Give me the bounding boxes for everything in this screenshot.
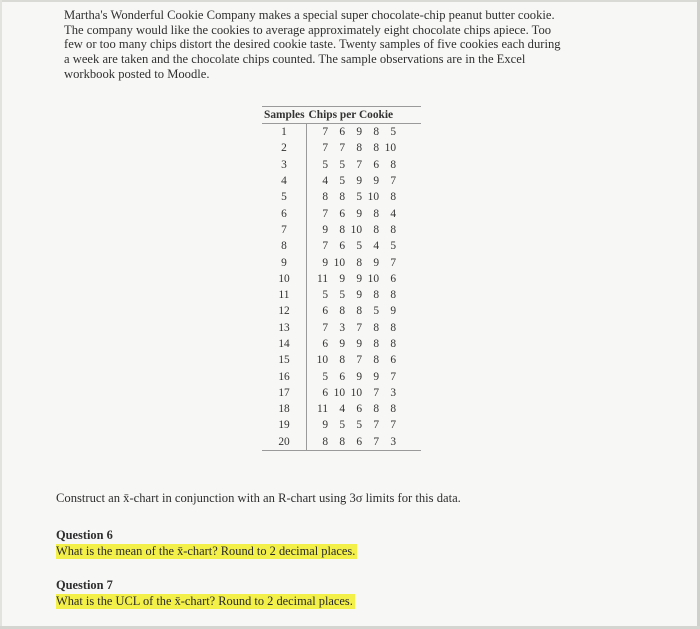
- chip-count-value: 9: [390, 305, 397, 318]
- chip-count-value: 8: [356, 305, 363, 318]
- chip-count-value: 6: [356, 435, 363, 448]
- chip-count-value: 5: [356, 419, 363, 432]
- chip-count-value: 8: [390, 223, 397, 236]
- chips-values-cell: [307, 238, 422, 254]
- sample-number-cell: 4: [262, 173, 307, 189]
- chip-count-value: 9: [356, 289, 363, 302]
- chip-count-value: 8: [373, 223, 380, 236]
- table-row: [262, 238, 421, 254]
- chip-count-value: 9: [373, 256, 380, 269]
- chip-count-value: 10: [350, 386, 363, 399]
- chips-values-cell: [307, 173, 422, 189]
- chip-count-value: 8: [356, 256, 363, 269]
- table-row: [262, 336, 421, 352]
- table-row: [262, 434, 421, 451]
- chips-values-cell: [307, 189, 422, 205]
- chips-values-cell: [307, 157, 422, 173]
- chip-count-value: 7: [322, 321, 329, 334]
- table-body: [262, 124, 421, 451]
- chip-count-value: 5: [322, 370, 329, 383]
- chip-count-value: 7: [373, 419, 380, 432]
- chips-values-cell: [307, 368, 422, 384]
- chip-count-value: 5: [322, 289, 329, 302]
- table-header-row: [262, 107, 421, 124]
- intro-line: a week are taken and the chocolate chips counted. The sample observations are in the Excel: [64, 52, 526, 67]
- chip-count-value: 6: [339, 207, 346, 220]
- chip-count-value: 11: [317, 272, 329, 285]
- chip-count-value: 9: [356, 126, 363, 139]
- table-row: [262, 385, 421, 401]
- chip-count-value: 10: [333, 386, 346, 399]
- chip-count-value: 6: [322, 386, 329, 399]
- table-row: [262, 271, 421, 287]
- chip-count-value: 5: [339, 419, 346, 432]
- sample-number-cell: 12: [262, 303, 307, 319]
- instruction-text: Construct an x̄-chart in conjunction with an R-chart using 3σ limits for this data.: [56, 491, 461, 505]
- chip-count-value: 8: [373, 321, 380, 334]
- chip-count-value: 8: [373, 142, 380, 155]
- chip-count-value: 9: [356, 272, 363, 285]
- sample-number-cell: 11: [262, 287, 307, 303]
- sample-number-cell: 10: [262, 271, 307, 287]
- chips-data-table: [262, 106, 421, 451]
- samples-column-header: Samples: [262, 107, 307, 124]
- chip-count-value: 7: [356, 321, 363, 334]
- chip-count-value: 6: [390, 354, 397, 367]
- table-row: [262, 417, 421, 433]
- chip-count-value: 6: [322, 338, 329, 350]
- sample-number-cell: 9: [262, 254, 307, 270]
- chip-count-value: 7: [390, 175, 397, 188]
- table-row: [262, 303, 421, 319]
- sample-number-cell: 14: [262, 336, 307, 352]
- chip-count-value: 10: [384, 142, 397, 155]
- table-row: [262, 205, 421, 221]
- chip-count-value: 9: [322, 256, 329, 269]
- intro-paragraph: [64, 8, 624, 82]
- chip-count-value: 7: [390, 370, 397, 383]
- chip-count-value: 8: [373, 338, 380, 350]
- chip-count-value: 10: [367, 191, 380, 204]
- chips-values-cell: [307, 417, 422, 433]
- chip-count-value: 5: [390, 126, 397, 139]
- table-row: [262, 401, 421, 417]
- chips-values-cell: [307, 140, 422, 156]
- question-7-text: What is the UCL of the x̄-chart? Round to 2 decimal places.: [56, 594, 353, 608]
- table-row: [262, 287, 421, 303]
- chip-count-value: 6: [339, 126, 346, 139]
- chip-count-value: 5: [356, 191, 363, 204]
- chip-count-value: 5: [339, 175, 346, 188]
- table-row: [262, 140, 421, 156]
- chip-count-value: 4: [322, 175, 329, 188]
- chip-count-value: 8: [390, 338, 397, 350]
- chip-count-value: 6: [339, 370, 346, 383]
- chips-values-cell: [307, 124, 422, 141]
- intro-line: Martha's Wonderful Cookie Company makes a special super chocolate-chip peanut butter cookie.: [64, 8, 555, 22]
- sample-number-cell: 5: [262, 189, 307, 205]
- chips-values-cell: [307, 222, 422, 238]
- sample-number-cell: 18: [262, 401, 307, 417]
- chip-count-value: 8: [339, 223, 346, 236]
- chip-count-value: 8: [373, 289, 380, 302]
- chips-values-cell: [307, 352, 422, 368]
- sample-number-cell: 16: [262, 368, 307, 384]
- table-row: [262, 222, 421, 238]
- sample-number-cell: 1: [262, 124, 307, 141]
- chip-count-value: 4: [339, 403, 346, 416]
- chips-data-table-wrapper: [262, 106, 421, 451]
- chip-count-value: 6: [390, 272, 397, 285]
- question-6-text: What is the mean of the x̄-chart? Round to 2 decimal places.: [56, 544, 356, 558]
- chips-values-cell: [307, 205, 422, 221]
- frame-left-edge: [0, 0, 2, 629]
- chip-count-value: 7: [356, 354, 363, 367]
- sample-number-cell: 19: [262, 417, 307, 433]
- chip-count-value: 9: [373, 175, 380, 188]
- table-row: [262, 124, 421, 141]
- chip-count-value: 7: [390, 256, 397, 269]
- question-7-block: [56, 578, 355, 610]
- chip-count-value: 8: [373, 126, 380, 139]
- chip-count-value: 5: [356, 240, 363, 253]
- chip-count-value: 8: [390, 158, 397, 171]
- chip-count-value: 4: [390, 207, 397, 220]
- chip-count-value: 10: [350, 223, 363, 236]
- chip-count-value: 6: [339, 240, 346, 253]
- chip-count-value: 8: [373, 403, 380, 416]
- chip-count-value: 8: [390, 403, 397, 416]
- table-row: [262, 320, 421, 336]
- chips-values-cell: [307, 254, 422, 270]
- chip-count-value: 10: [333, 256, 346, 269]
- chip-count-value: 3: [339, 321, 346, 334]
- chip-count-value: 7: [322, 126, 329, 139]
- chips-values-cell: [307, 401, 422, 417]
- chip-count-value: 4: [373, 240, 380, 253]
- chip-count-value: 9: [322, 419, 329, 432]
- sample-number-cell: 17: [262, 385, 307, 401]
- chip-count-value: 7: [339, 142, 346, 155]
- chip-count-value: 9: [356, 207, 363, 220]
- chip-count-value: 7: [373, 386, 380, 399]
- chip-count-value: 9: [356, 370, 363, 383]
- question-6-title: Question 6: [56, 528, 113, 542]
- chip-count-value: 8: [390, 321, 397, 334]
- chips-values-cell: [307, 434, 422, 451]
- table-row: [262, 173, 421, 189]
- chip-count-value: 8: [373, 354, 380, 367]
- chip-count-value: 8: [322, 435, 329, 448]
- chips-column-header: Chips per Cookie: [307, 107, 422, 124]
- chip-count-value: 6: [322, 305, 329, 318]
- chip-count-value: 5: [339, 158, 346, 171]
- chip-count-value: 6: [356, 403, 363, 416]
- chip-count-value: 9: [356, 175, 363, 188]
- chip-count-value: 8: [339, 191, 346, 204]
- frame-top-edge: [0, 0, 700, 2]
- chip-count-value: 7: [322, 240, 329, 253]
- question-7-title: Question 7: [56, 578, 113, 592]
- table-row: [262, 254, 421, 270]
- chip-count-value: 8: [339, 435, 346, 448]
- chip-count-value: 8: [322, 191, 329, 204]
- intro-line: few or too many chips distort the desired cookie taste. Twenty samples of five cookies each during: [64, 37, 561, 52]
- chip-count-value: 10: [367, 272, 380, 285]
- sample-number-cell: 7: [262, 222, 307, 238]
- chips-values-cell: [307, 385, 422, 401]
- table-row: [262, 157, 421, 173]
- sample-number-cell: 3: [262, 157, 307, 173]
- sample-number-cell: 15: [262, 352, 307, 368]
- sample-number-cell: 20: [262, 434, 307, 451]
- chip-count-value: 3: [390, 386, 397, 399]
- chip-count-value: 9: [339, 338, 346, 350]
- chip-count-value: 5: [339, 289, 346, 302]
- table-row: [262, 352, 421, 368]
- chip-count-value: 8: [339, 305, 346, 318]
- intro-line: The company would like the cookies to average approximately eight chocolate chips apiece. Too: [64, 22, 552, 37]
- chip-count-value: 11: [317, 403, 329, 416]
- chip-count-value: 9: [339, 272, 346, 285]
- sample-number-cell: 2: [262, 140, 307, 156]
- chips-values-cell: [307, 287, 422, 303]
- chip-count-value: 5: [390, 240, 397, 253]
- chip-count-value: 8: [390, 289, 397, 302]
- chip-count-value: 7: [322, 207, 329, 220]
- chips-values-cell: [307, 320, 422, 336]
- chip-count-value: 10: [316, 354, 329, 367]
- sample-number-cell: 6: [262, 205, 307, 221]
- chip-count-value: 8: [339, 354, 346, 367]
- chip-count-value: 8: [356, 142, 363, 155]
- chip-count-value: 8: [390, 191, 397, 204]
- chip-count-value: 3: [390, 435, 397, 448]
- chip-count-value: 7: [390, 419, 397, 432]
- sample-number-cell: 13: [262, 320, 307, 336]
- table-row: [262, 189, 421, 205]
- chips-values-cell: [307, 336, 422, 352]
- chip-count-value: 9: [373, 370, 380, 383]
- chip-count-value: 5: [373, 305, 380, 318]
- chip-count-value: 9: [356, 338, 363, 350]
- question-6-block: [56, 528, 357, 560]
- chip-count-value: 6: [373, 158, 380, 171]
- chips-values-cell: [307, 303, 422, 319]
- sample-number-cell: 8: [262, 238, 307, 254]
- table-row: [262, 368, 421, 384]
- chip-count-value: 5: [322, 158, 329, 171]
- chip-count-value: 9: [322, 223, 329, 236]
- chip-count-value: 7: [373, 435, 380, 448]
- intro-line: workbook posted to Moodle.: [64, 66, 210, 81]
- chip-count-value: 7: [356, 158, 363, 171]
- chip-count-value: 8: [373, 207, 380, 220]
- chip-count-value: 7: [322, 142, 329, 155]
- chips-values-cell: [307, 271, 422, 287]
